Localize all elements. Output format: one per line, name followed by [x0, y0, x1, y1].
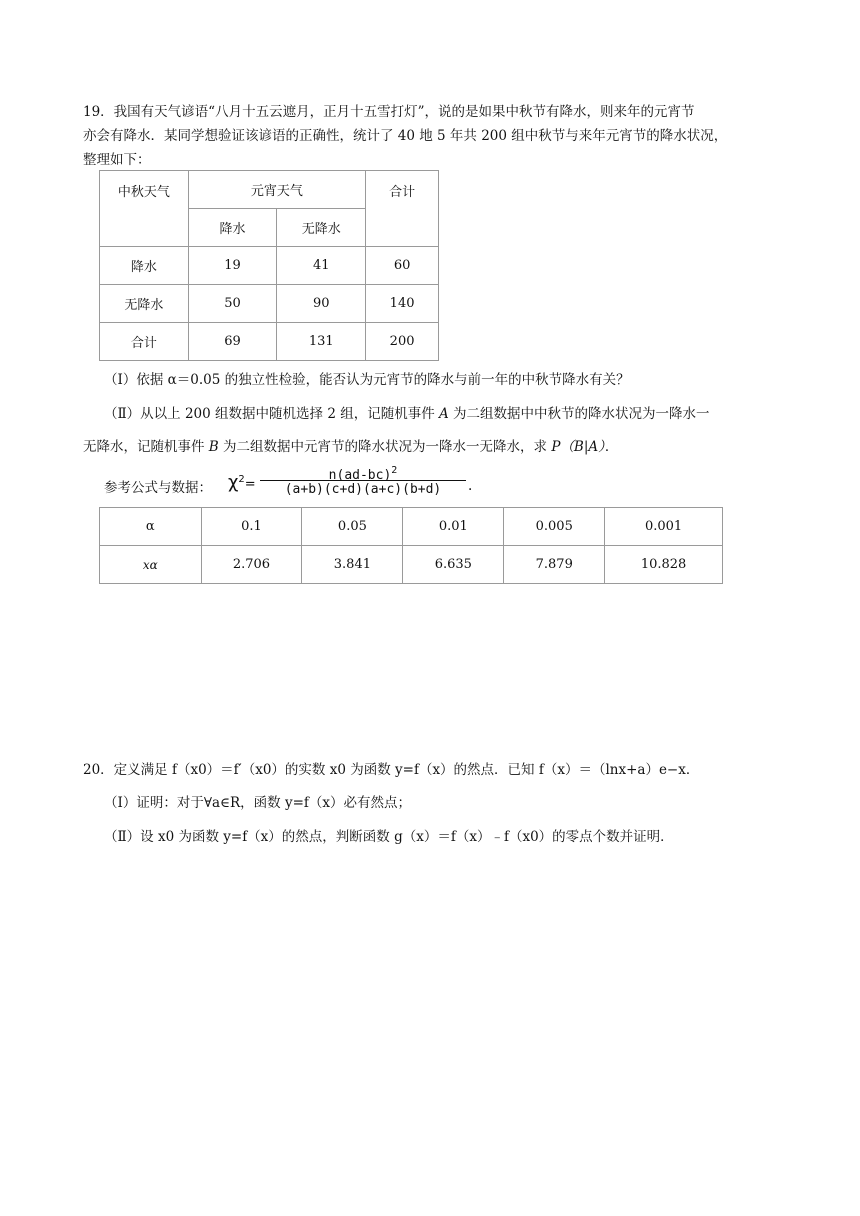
table-subheader-no-rain: 无降水: [277, 209, 366, 247]
q19-part-2-line-2: [83, 437, 618, 457]
conditional-probability: P（B|A）: [551, 439, 605, 455]
table-cell: 41: [277, 247, 366, 285]
table-cell: 19: [188, 247, 277, 285]
chi-square-fraction: [258, 462, 468, 499]
table-cell: 69: [188, 323, 277, 361]
chi-square-symbol: [228, 472, 256, 493]
chi-exponent: 2: [238, 474, 245, 485]
table-row: [100, 546, 723, 584]
table-cell: 6.635: [403, 546, 504, 584]
formula-period: .: [468, 478, 473, 494]
q20-part-1: （Ⅰ）证明：对于∀a∈R，函数 y=f（x）必有然点；: [104, 795, 412, 811]
table-subheader-rain: 降水: [188, 209, 277, 247]
row-label: xα: [100, 546, 202, 584]
fraction-numerator: [258, 462, 468, 483]
table-cell: 0.005: [504, 508, 605, 546]
table-row: [100, 508, 723, 546]
q19-line-3: 整理如下：: [83, 152, 151, 168]
table-cell: 2.706: [201, 546, 302, 584]
table-corner: 中秋天气: [100, 171, 189, 247]
table-row: [100, 323, 439, 361]
q19-line-2: 亦会有降水．某同学想验证该谚语的正确性，统计了 40 地 5 年共 200 组中秋节与来年元宵节的降水状况，: [83, 128, 728, 144]
var-a: A: [439, 406, 449, 422]
chi-glyph: χ: [228, 472, 239, 493]
table-cell: 3.841: [302, 546, 403, 584]
table-cell: 0.001: [605, 508, 723, 546]
table-total-header: 合计: [366, 171, 439, 247]
table-row: [100, 247, 439, 285]
text-segment: （Ⅱ）从以上 200 组数据中随机选择 2 组，记随机事件: [104, 406, 439, 422]
text-segment: 为二组数据中元宵节的降水状况为一降水一无降水，求: [218, 439, 552, 455]
row-label: 降水: [100, 247, 189, 285]
table-cell: 0.1: [201, 508, 302, 546]
table-group-header: 元宵天气: [188, 171, 365, 209]
q20-line-1: 20．定义满足 f（x0）＝f′（x0）的实数 x0 为函数 y=f（x）的然点．已知 f（x）＝（lnx+a）e−x．: [83, 762, 700, 778]
numerator-text: n(ad-bc): [328, 468, 392, 483]
text-segment: 为二组数据中中秋节的降水状况为一降水一: [448, 406, 710, 422]
table-cell: 7.879: [504, 546, 605, 584]
row-label: 合计: [100, 323, 189, 361]
equals-sign: =: [244, 477, 256, 492]
table-cell: 0.05: [302, 508, 403, 546]
q19-part-1: （Ⅰ）依据 α＝0.05 的独立性检验，能否认为元宵节的降水与前一年的中秋节降水有关？: [104, 372, 630, 388]
fraction-denominator: (a+b)(c+d)(a+c)(b+d): [284, 482, 442, 497]
q19-part-2-line-1: [104, 404, 710, 424]
row-label: 无降水: [100, 285, 189, 323]
contingency-table: [99, 170, 439, 361]
q19-line-1: 19．我国有天气谚语“八月十五云遮月，正月十五雪打灯”，说的是如果中秋节有降水，则来年的元宵节: [83, 104, 695, 120]
table-row: [100, 285, 439, 323]
numerator-exponent: 2: [391, 465, 398, 476]
var-b: B: [208, 439, 219, 455]
table-cell: 50: [188, 285, 277, 323]
row-label: α: [100, 508, 202, 546]
table-cell: 131: [277, 323, 366, 361]
q20-part-2: （Ⅱ）设 x0 为函数 y=f（x）的然点，判断函数 g（x）＝f（x）﹣f（x0）的零点个数并证明．: [104, 829, 674, 845]
formula-label: 参考公式与数据：: [104, 480, 212, 496]
table-cell: 10.828: [605, 546, 723, 584]
table-cell: 200: [366, 323, 439, 361]
critical-value-table: [99, 507, 723, 584]
text-segment: ．: [604, 439, 619, 455]
text-segment: 无降水，记随机事件: [83, 439, 209, 455]
table-cell: 140: [366, 285, 439, 323]
table-cell: 90: [277, 285, 366, 323]
table-cell: 0.01: [403, 508, 504, 546]
table-cell: 60: [366, 247, 439, 285]
